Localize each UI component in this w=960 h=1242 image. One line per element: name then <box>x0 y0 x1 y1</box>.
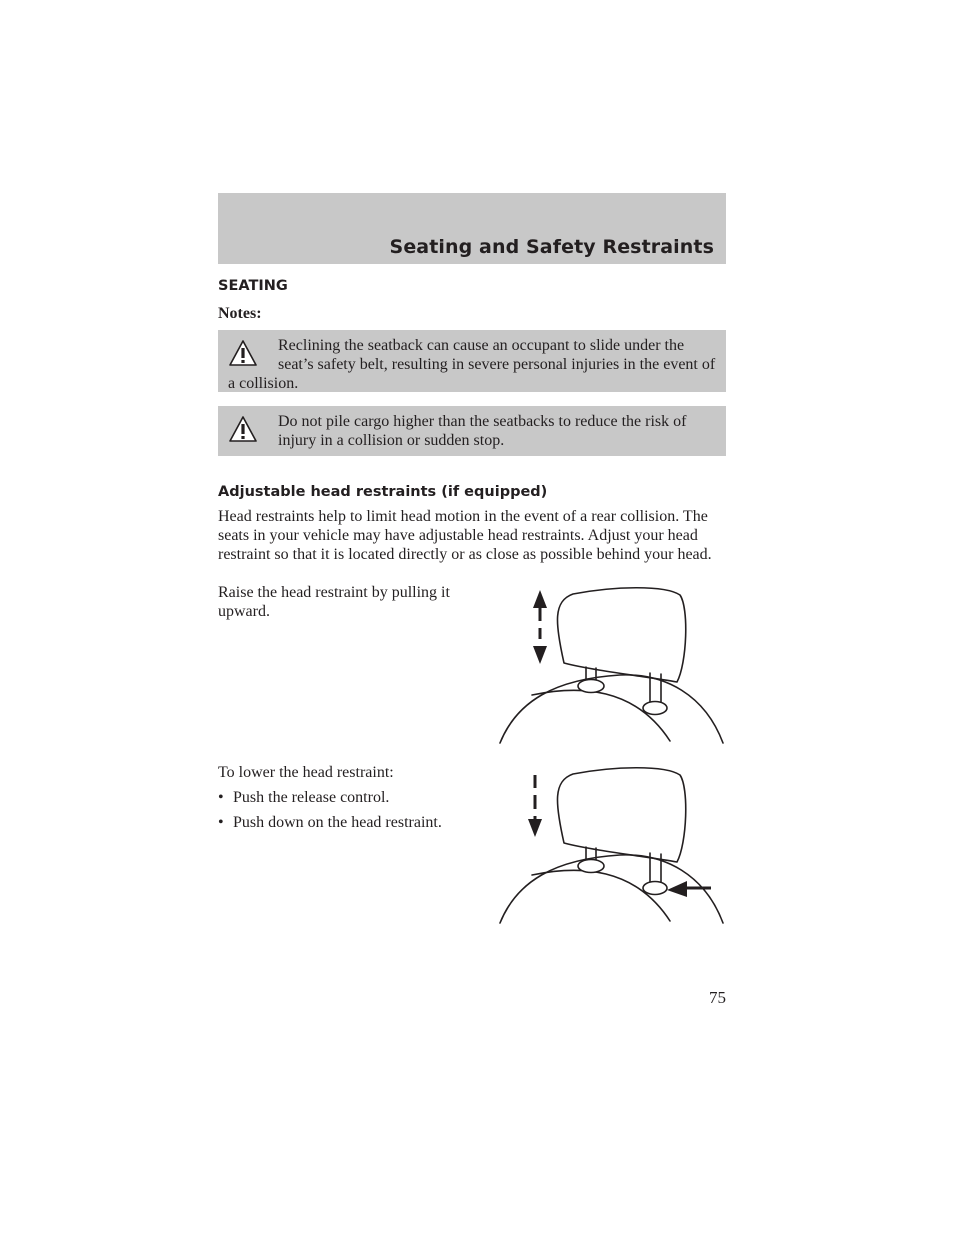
page-number: 75 <box>709 988 726 1007</box>
lower-instruction: To lower the head restraint: <box>218 764 394 781</box>
warning-text: Do not pile cargo higher than the seatbacks to reduce the risk of injury in a collision or sudden stop. <box>278 413 687 449</box>
up-down-arrow-icon <box>533 590 547 664</box>
head-restraints-intro: Head restraints help to limit head motion in the event of a rear collision. The seats in your vehicle may have adjustable head restraints. Adjust your head restraint so that it is located directly or as close as possible behind your head. <box>218 508 712 563</box>
notes-label: Notes: <box>218 305 262 322</box>
warning-triangle-icon <box>228 338 258 372</box>
warning-box-cargo <box>218 406 726 456</box>
step-text: Push the release control. <box>233 789 390 806</box>
warning-text: Reclining the seatback can cause an occupant to slide under the seat’s safety belt, resulting in severe personal injuries in the event of a collision. <box>228 337 716 392</box>
list-item <box>218 813 442 832</box>
list-item <box>218 788 442 807</box>
step-text: Push down on the head restraint. <box>233 814 442 831</box>
lower-steps-list <box>218 788 442 838</box>
section-header-band <box>218 193 726 264</box>
section-title: Seating and Safety Restraints <box>389 236 714 258</box>
raise-instruction: Raise the head restraint by pulling it upward. <box>218 584 450 620</box>
bullet-dot: • <box>218 789 224 806</box>
lower-head-restraint-illustration <box>495 763 730 928</box>
seating-heading: SEATING <box>218 278 288 294</box>
raise-head-restraint-illustration <box>495 583 730 748</box>
release-control-pointer-arrow-icon <box>667 881 711 897</box>
down-arrow-icon <box>528 775 542 837</box>
warning-box-recline <box>218 330 726 392</box>
head-restraints-heading: Adjustable head restraints (if equipped) <box>218 484 548 500</box>
bullet-dot: • <box>218 814 224 831</box>
warning-triangle-icon <box>228 414 258 448</box>
